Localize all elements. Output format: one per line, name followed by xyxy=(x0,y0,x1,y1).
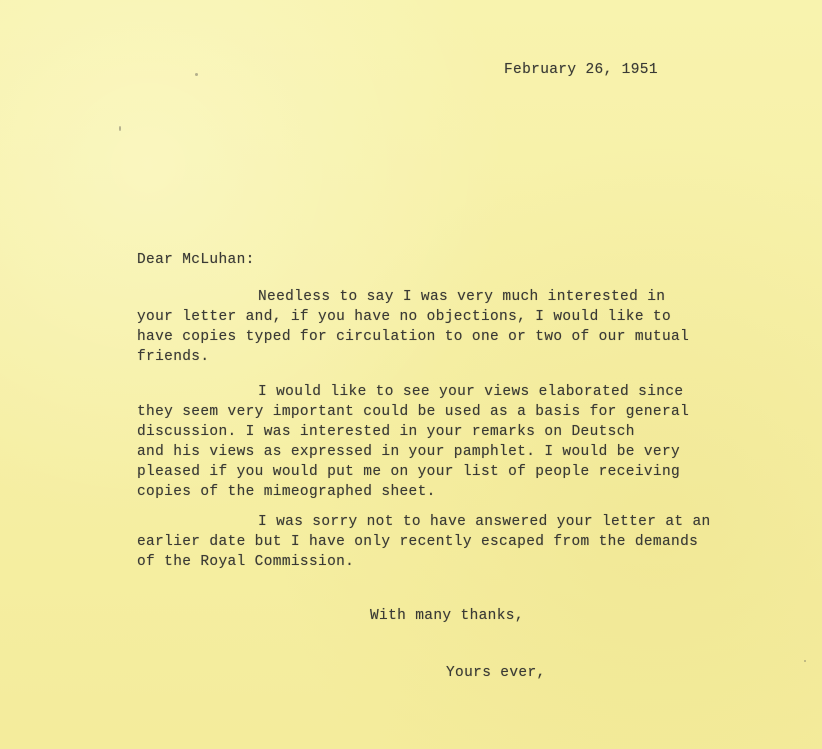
paragraph-line: they seem very important could be used as a basis for general xyxy=(137,404,690,420)
paragraph-3 xyxy=(137,512,711,572)
paragraph-line: have copies typed for circulation to one or two of our mutual xyxy=(137,329,690,345)
paper-speck xyxy=(119,126,121,131)
paper-speck xyxy=(804,660,806,662)
paragraph-line: friends. xyxy=(137,349,210,365)
paragraph-line: and his views as expressed in your pamphlet. I would be very xyxy=(137,444,681,460)
closing-thanks: With many thanks, xyxy=(370,608,524,624)
paragraph-line: copies of the mimeographed sheet. xyxy=(137,484,436,500)
paragraph-line: discussion. I was interested in your remarks on Deutsch xyxy=(137,424,635,440)
paragraph-line: earlier date but I have only recently escaped from the demands xyxy=(137,534,699,550)
paper-speck xyxy=(195,73,198,76)
paragraph-line: I was sorry not to have answered your letter at an xyxy=(258,514,711,530)
salutation: Dear McLuhan: xyxy=(137,252,255,268)
paragraph-line: pleased if you would put me on your list of people receiving xyxy=(137,464,681,480)
closing-signoff: Yours ever, xyxy=(446,665,546,681)
paragraph-2 xyxy=(137,382,689,502)
paragraph-line: Needless to say I was very much interested in xyxy=(258,289,666,305)
letter-date: February 26, 1951 xyxy=(504,62,658,78)
paragraph-line: of the Royal Commission. xyxy=(137,554,355,570)
paragraph-1 xyxy=(137,287,689,367)
paragraph-line: I would like to see your views elaborated since xyxy=(258,384,684,400)
paragraph-line: your letter and, if you have no objections, I would like to xyxy=(137,309,672,325)
